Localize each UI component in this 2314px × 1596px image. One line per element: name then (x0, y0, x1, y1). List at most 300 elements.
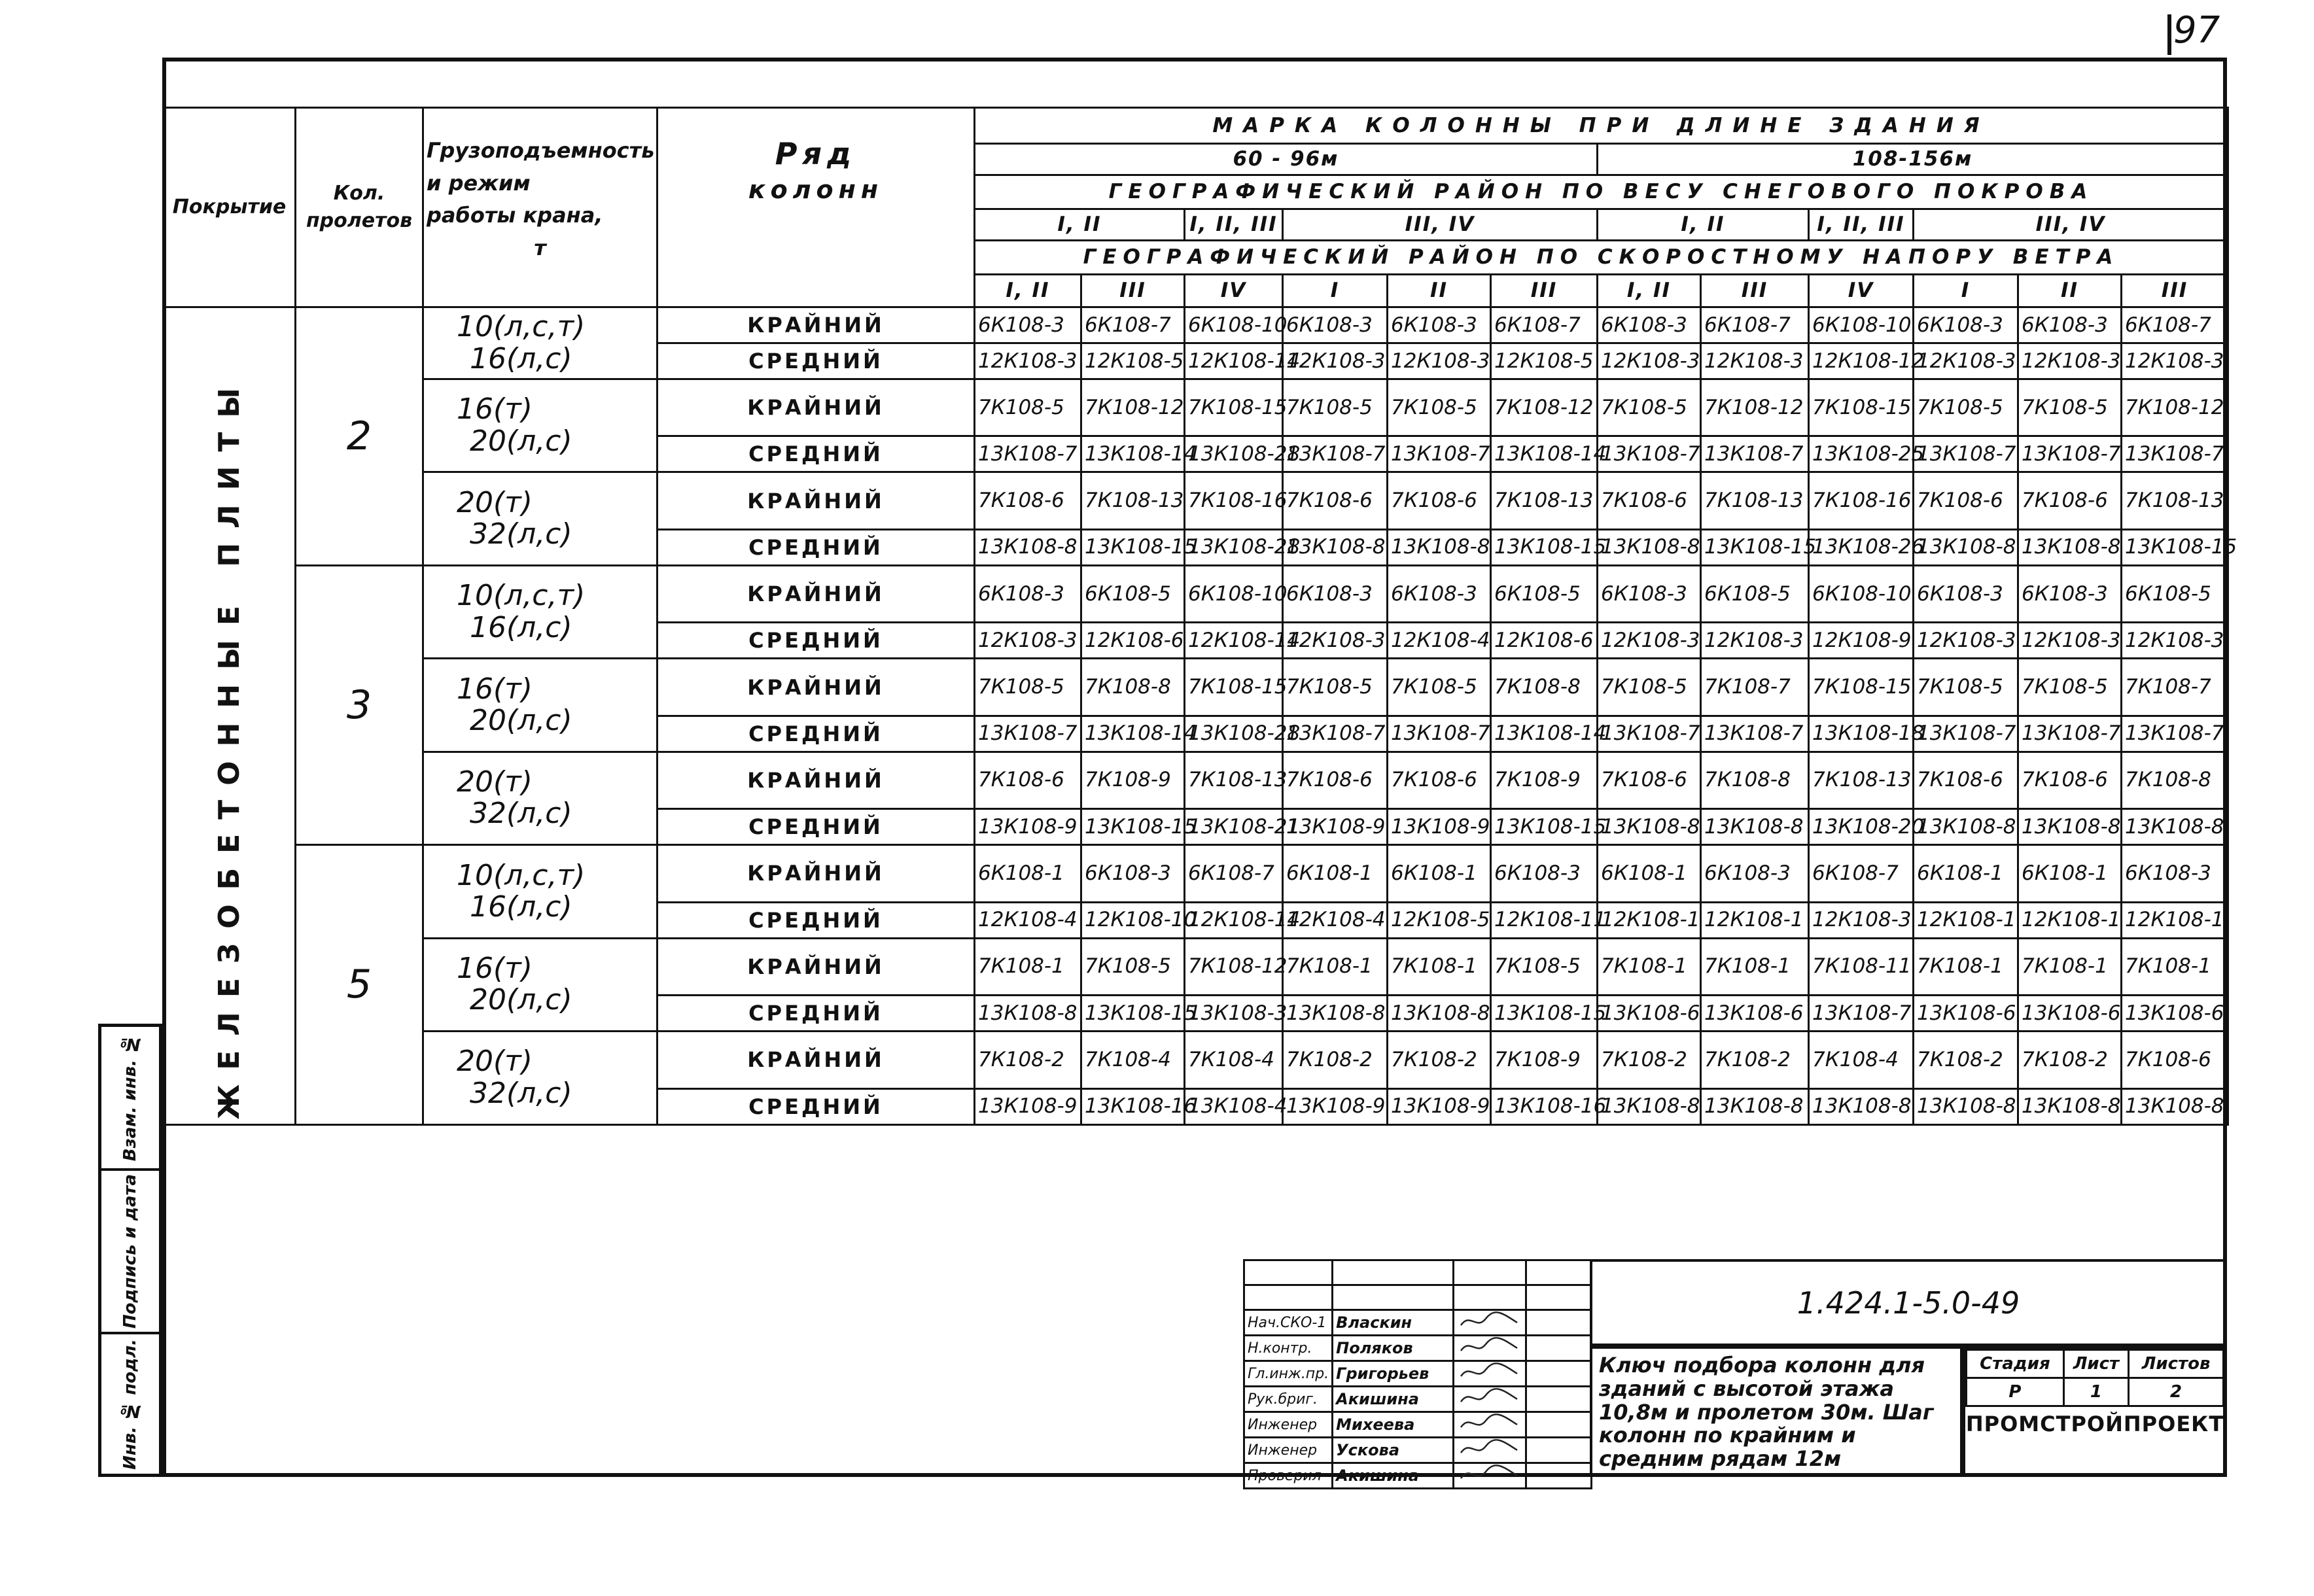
column-mark: 7К108-13 (2122, 472, 2228, 529)
column-mark: 7К108-5 (1914, 379, 2018, 436)
person-signature (1454, 1310, 1526, 1336)
column-mark: 7К108-2 (2018, 1032, 2122, 1089)
column-mark: 6К108-3 (1283, 307, 1388, 343)
column-mark: 13К108-21 (1185, 809, 1283, 845)
column-mark: 13К108-9 (1283, 809, 1388, 845)
column-mark: 13К108-7 (975, 716, 1081, 752)
column-mark: 12К108-1 (1701, 902, 1809, 938)
crane-load (423, 565, 657, 658)
person-date (1526, 1463, 1592, 1489)
spans-count: 3 (296, 565, 423, 844)
header-snow-district: I, II, III (1809, 209, 1914, 241)
column-mark: 6К108-3 (975, 565, 1081, 622)
column-mark: 12К108-3 (1598, 343, 1701, 379)
column-mark: 12К108-12 (1809, 343, 1914, 379)
organization-name: ПРОМСТРОЙПРОЕКТ (1965, 1412, 2224, 1436)
column-mark: 7К108-4 (1185, 1032, 1283, 1089)
column-mark: 7К108-5 (1283, 379, 1388, 436)
column-mark: 7К108-2 (1914, 1032, 2018, 1089)
column-mark: 6К108-3 (2018, 307, 2122, 343)
column-mark: 13К108-15 (1491, 996, 1598, 1032)
crane-load (423, 1032, 657, 1125)
column-mark: 12К108-3 (1914, 343, 2018, 379)
column-mark: 13К108-8 (2122, 1088, 2228, 1124)
row-middle: СРЕДНИЙ (657, 716, 975, 752)
side-stamp-signature (101, 1171, 159, 1334)
column-mark: 13К108-9 (975, 809, 1081, 845)
crane-load-line1: 20(т) (457, 765, 533, 799)
column-mark: 7К108-6 (1598, 752, 1701, 808)
column-mark: 13К108-7 (2122, 436, 2228, 472)
column-mark: 13К108-9 (975, 1088, 1081, 1124)
person-role: Инженер (1244, 1412, 1333, 1438)
column-mark: 7К108-2 (1701, 1032, 1809, 1089)
person-name: Поляков (1333, 1336, 1454, 1361)
column-mark: 7К108-7 (1701, 659, 1809, 716)
header-wind-district: III (1701, 275, 1809, 307)
column-mark: 6К108-1 (1388, 845, 1491, 902)
column-mark: 6К108-3 (1914, 307, 2018, 343)
crane-load (423, 752, 657, 844)
document-title: Ключ подбора колонн для зданий с высотой этажа 10,8м и пролетом 30м. Шаг колонн по крайним и средним рядам 12м (1590, 1346, 1963, 1477)
column-mark: 6К108-3 (1491, 845, 1598, 902)
person-signature (1454, 1336, 1526, 1361)
row-outer: КРАЙНИЙ (657, 845, 975, 902)
column-mark: 13К108-8 (1283, 996, 1388, 1032)
title-block-people (1243, 1259, 1592, 1489)
side-stamp-replace-text: Взам. инв. № (120, 1033, 140, 1162)
column-mark: 13К108-7 (1388, 436, 1491, 472)
crane-load-line2: 32(л,с) (470, 517, 572, 551)
column-mark: 7К108-15 (1809, 659, 1914, 716)
column-mark: 7К108-1 (1914, 938, 2018, 995)
row-middle: СРЕДНИЙ (657, 623, 975, 659)
spans-count: 5 (296, 845, 423, 1124)
column-mark: 7К108-8 (1491, 659, 1598, 716)
crane-load-line1: 20(т) (457, 485, 533, 519)
column-mark: 13К108-8 (1701, 1088, 1809, 1124)
crane-load (423, 472, 657, 565)
column-mark: 13К108-8 (1388, 529, 1491, 565)
column-mark: 12К108-9 (1809, 623, 1914, 659)
column-mark: 13К108-7 (1283, 436, 1388, 472)
page-number-rule (2167, 14, 2171, 55)
column-mark: 13К108-15 (2122, 529, 2228, 565)
crane-load-line2: 16(л,с) (470, 890, 572, 924)
column-mark: 13К108-8 (975, 996, 1081, 1032)
column-mark: 13К108-15 (1701, 529, 1809, 565)
column-mark: 7К108-6 (2122, 1032, 2228, 1089)
column-mark: 7К108-16 (1809, 472, 1914, 529)
column-mark: 7К108-12 (1185, 938, 1283, 995)
sheet-label: Лист (2063, 1350, 2128, 1378)
column-mark: 12К108-14 (1185, 343, 1283, 379)
column-mark: 6К108-5 (2122, 565, 2228, 622)
column-mark: 7К108-9 (1491, 752, 1598, 808)
header-wind-district: IV (1185, 275, 1283, 307)
column-mark: 7К108-15 (1185, 379, 1283, 436)
row-middle: СРЕДНИЙ (657, 809, 975, 845)
header-wind-district: I, II (1598, 275, 1701, 307)
crane-load (423, 307, 657, 379)
column-mark: 7К108-1 (1598, 938, 1701, 995)
column-mark: 12К108-10 (1081, 902, 1185, 938)
column-mark: 6К108-10 (1809, 307, 1914, 343)
column-mark: 7К108-1 (975, 938, 1081, 995)
column-mark: 13К108-7 (2018, 716, 2122, 752)
column-mark: 7К108-1 (1701, 938, 1809, 995)
column-mark: 13К108-8 (2018, 529, 2122, 565)
person-name: Акишина (1333, 1387, 1454, 1412)
column-mark: 7К108-6 (2018, 752, 2122, 808)
column-mark: 12К108-14 (1185, 623, 1283, 659)
column-mark: 7К108-5 (1081, 938, 1185, 995)
column-mark: 6К108-1 (1283, 845, 1388, 902)
column-mark: 13К108-15 (1081, 529, 1185, 565)
column-mark: 6К108-7 (1809, 845, 1914, 902)
sheet-value: 1 (2063, 1378, 2128, 1406)
column-mark: 13К108-8 (1809, 1088, 1914, 1124)
row-outer: КРАЙНИЙ (657, 659, 975, 716)
column-mark: 7К108-6 (975, 752, 1081, 808)
column-mark: 12К108-1 (2018, 902, 2122, 938)
row-middle: СРЕДНИЙ (657, 996, 975, 1032)
column-mark: 6К108-3 (1914, 565, 2018, 622)
header-wind-district: III (2122, 275, 2228, 307)
crane-load-line1: 16(т) (457, 392, 533, 426)
column-mark: 13К108-6 (2018, 996, 2122, 1032)
column-mark: 13К108-15 (1491, 809, 1598, 845)
column-mark: 7К108-5 (1283, 659, 1388, 716)
column-mark: 13К108-8 (2018, 1088, 2122, 1124)
column-mark: 7К108-5 (1388, 659, 1491, 716)
column-mark: 13К108-8 (1701, 809, 1809, 845)
header-row (657, 108, 975, 307)
person-name: Григорьев (1333, 1361, 1454, 1387)
person-name: Михеева (1333, 1412, 1454, 1438)
column-mark: 13К108-18 (1809, 716, 1914, 752)
header-wind-district: II (1388, 275, 1491, 307)
spans-count: 2 (296, 307, 423, 566)
column-mark: 7К108-6 (975, 472, 1081, 529)
header-wind-district: III (1491, 275, 1598, 307)
column-mark: 6К108-7 (1701, 307, 1809, 343)
column-mark: 13К108-8 (1598, 1088, 1701, 1124)
header-snow-district: I, II, III (1185, 209, 1283, 241)
column-mark: 6К108-3 (1598, 565, 1701, 622)
column-mark: 6К108-10 (1185, 307, 1283, 343)
column-mark: 13К108-8 (1914, 1088, 2018, 1124)
column-mark: 13К108-14 (1081, 436, 1185, 472)
column-mark: 6К108-10 (1809, 565, 1914, 622)
column-mark: 6К108-1 (1914, 845, 2018, 902)
person-date (1526, 1438, 1592, 1463)
header-snow-district: III, IV (1914, 209, 2228, 241)
column-mark: 7К108-8 (1081, 659, 1185, 716)
column-mark: 6К108-3 (975, 307, 1081, 343)
column-mark: 6К108-3 (1081, 845, 1185, 902)
header-spans-text: Кол. пролетов (306, 182, 413, 232)
column-mark: 13К108-14 (1491, 436, 1598, 472)
row-outer: КРАЙНИЙ (657, 379, 975, 436)
header-wind-district: I (1283, 275, 1388, 307)
column-mark: 6К108-5 (1491, 565, 1598, 622)
column-mark: 7К108-6 (1388, 752, 1491, 808)
column-mark: 7К108-5 (1914, 659, 2018, 716)
crane-load-line1: 10(л,с,т) (457, 579, 586, 613)
column-mark: 13К108-6 (1914, 996, 2018, 1032)
column-mark: 6К108-3 (2018, 565, 2122, 622)
column-mark: 6К108-3 (2122, 845, 2228, 902)
side-stamp-inventory (101, 1334, 159, 1474)
column-mark: 12К108-3 (1701, 343, 1809, 379)
covering-label: ЖЕЛЕЗОБЕТОННЫЕ ПЛИТЫ (212, 373, 246, 1120)
crane-load-line1: 16(т) (457, 672, 533, 706)
column-mark: 12К108-6 (1081, 623, 1185, 659)
column-mark: 12К108-4 (975, 902, 1081, 938)
row-middle: СРЕДНИЙ (657, 529, 975, 565)
column-mark: 12К108-5 (1081, 343, 1185, 379)
column-mark: 13К108-8 (975, 529, 1081, 565)
row-outer: КРАЙНИЙ (657, 565, 975, 622)
column-mark: 13К108-28 (1185, 436, 1283, 472)
column-mark: 6К108-3 (1388, 307, 1491, 343)
column-mark: 13К108-7 (1388, 716, 1491, 752)
column-mark: 13К108-8 (2018, 809, 2122, 845)
column-mark: 13К108-7 (1598, 436, 1701, 472)
column-mark: 6К108-3 (1388, 565, 1491, 622)
header-snow-district: I, II (1598, 209, 1809, 241)
header-crane-l2: и режим (427, 170, 531, 196)
column-mark: 13К108-16 (1081, 1088, 1185, 1124)
column-mark: 13К108-28 (1185, 529, 1283, 565)
person-role: Гл.инж.пр. (1244, 1361, 1333, 1387)
column-mark: 7К108-8 (2122, 752, 2228, 808)
column-mark: 7К108-6 (1283, 752, 1388, 808)
column-mark: 13К108-8 (1914, 809, 2018, 845)
column-mark: 12К108-1 (1598, 902, 1701, 938)
column-mark: 12К108-3 (1283, 343, 1388, 379)
column-mark: 6К108-10 (1185, 565, 1283, 622)
column-mark: 13К108-8 (1598, 809, 1701, 845)
column-mark: 13К108-20 (1809, 809, 1914, 845)
column-mark: 12К108-3 (1914, 623, 2018, 659)
column-mark: 13К108-15 (1081, 996, 1185, 1032)
column-mark: 7К108-9 (1491, 1032, 1598, 1089)
crane-load-line1: 10(л,с,т) (457, 858, 586, 892)
column-mark: 13К108-26 (1809, 529, 1914, 565)
column-mark: 7К108-13 (1809, 752, 1914, 808)
column-mark: 12К108-3 (975, 343, 1081, 379)
column-mark: 7К108-6 (2018, 472, 2122, 529)
column-mark: 13К108-15 (1081, 809, 1185, 845)
column-mark: 7К108-6 (1283, 472, 1388, 529)
person-date (1526, 1310, 1592, 1336)
row-middle: СРЕДНИЙ (657, 902, 975, 938)
crane-load-line2: 32(л,с) (470, 1076, 572, 1110)
column-mark: 12К108-3 (2122, 623, 2228, 659)
title-block-stage (1963, 1346, 2227, 1477)
person-role: Проверил (1244, 1463, 1333, 1489)
column-mark: 13К108-25 (1809, 436, 1914, 472)
stage-label: Стадия (1967, 1350, 2064, 1378)
person-date (1526, 1336, 1592, 1361)
column-mark: 7К108-11 (1809, 938, 1914, 995)
header-spans (296, 108, 423, 307)
column-mark: 12К108-1 (2122, 902, 2228, 938)
crane-load-line1: 16(т) (457, 951, 533, 985)
column-mark: 13К108-7 (975, 436, 1081, 472)
column-mark: 7К108-9 (1081, 752, 1185, 808)
column-mark: 7К108-4 (1081, 1032, 1185, 1089)
person-role: Инженер (1244, 1438, 1333, 1463)
row-outer: КРАЙНИЙ (657, 938, 975, 995)
column-mark: 12К108-3 (975, 623, 1081, 659)
column-mark: 12К108-4 (1283, 902, 1388, 938)
row-middle: СРЕДНИЙ (657, 1088, 975, 1124)
column-mark: 7К108-13 (1491, 472, 1598, 529)
column-mark: 12К108-1 (1914, 902, 2018, 938)
column-mark: 12К108-3 (1809, 902, 1914, 938)
column-mark: 7К108-13 (1185, 752, 1283, 808)
column-mark: 7К108-15 (1185, 659, 1283, 716)
column-mark: 12К108-3 (1598, 623, 1701, 659)
column-mark: 6К108-1 (2018, 845, 2122, 902)
crane-load (423, 379, 657, 472)
column-mark: 7К108-1 (2122, 938, 2228, 995)
column-mark: 7К108-12 (1081, 379, 1185, 436)
column-mark: 12К108-5 (1491, 343, 1598, 379)
column-mark: 7К108-13 (1701, 472, 1809, 529)
column-mark: 7К108-1 (2018, 938, 2122, 995)
person-name: Власкин (1333, 1310, 1454, 1336)
person-name: Ускова (1333, 1438, 1454, 1463)
column-mark: 7К108-5 (1388, 379, 1491, 436)
person-signature (1454, 1361, 1526, 1387)
person-name: Акишина (1333, 1463, 1454, 1489)
column-mark: 13К108-6 (2122, 996, 2228, 1032)
column-mark: 13К108-6 (1598, 996, 1701, 1032)
header-crane-l3: работы крана, (427, 203, 603, 228)
column-mark: 6К108-3 (1283, 565, 1388, 622)
crane-load-line2: 20(л,с) (470, 424, 572, 458)
column-mark: 7К108-5 (2018, 659, 2122, 716)
column-mark: 13К108-7 (1701, 436, 1809, 472)
crane-load-line2: 20(л,с) (470, 983, 572, 1017)
person-role: Н.контр. (1244, 1336, 1333, 1361)
header-row-l2: колонн (748, 175, 884, 204)
column-mark: 13К108-8 (1283, 529, 1388, 565)
column-mark: 13К108-7 (1914, 716, 2018, 752)
header-crane-l4: т (534, 235, 546, 260)
column-mark: 13К108-28 (1185, 716, 1283, 752)
column-mark: 6К108-5 (1081, 565, 1185, 622)
row-outer: КРАЙНИЙ (657, 752, 975, 808)
column-mark: 13К108-7 (1598, 716, 1701, 752)
column-mark: 12К108-6 (1491, 623, 1598, 659)
header-snow-district: III, IV (1283, 209, 1598, 241)
column-mark: 7К108-5 (2018, 379, 2122, 436)
crane-load-line2: 16(л,с) (470, 341, 572, 375)
column-mark: 12К108-3 (1283, 623, 1388, 659)
column-mark: 7К108-2 (1598, 1032, 1701, 1089)
column-mark: 12К108-3 (1701, 623, 1809, 659)
header-wind-district: IV (1809, 275, 1914, 307)
column-mark: 6К108-7 (1491, 307, 1598, 343)
column-mark: 13К108-7 (1809, 996, 1914, 1032)
title-block (1243, 1259, 2227, 1485)
crane-load (423, 845, 657, 938)
crane-load-line1: 20(т) (457, 1045, 533, 1079)
column-mark: 6К108-1 (975, 845, 1081, 902)
header-length-a: 60 - 96м (975, 144, 1598, 175)
column-mark: 7К108-2 (975, 1032, 1081, 1089)
column-mark: 6К108-7 (1185, 845, 1283, 902)
column-mark: 7К108-5 (1491, 938, 1598, 995)
column-mark: 6К108-3 (1701, 845, 1809, 902)
row-middle: СРЕДНИЙ (657, 436, 975, 472)
column-mark: 7К108-5 (1598, 379, 1701, 436)
column-mark: 7К108-5 (975, 379, 1081, 436)
row-outer: КРАЙНИЙ (657, 472, 975, 529)
column-mark: 12К108-3 (2018, 343, 2122, 379)
column-mark: 6К108-1 (1598, 845, 1701, 902)
column-mark: 12К108-3 (2122, 343, 2228, 379)
column-mark: 12К108-3 (1388, 343, 1491, 379)
person-date (1526, 1361, 1592, 1387)
column-mark: 7К108-1 (1388, 938, 1491, 995)
person-signature (1454, 1463, 1526, 1489)
column-mark: 6К108-3 (1598, 307, 1701, 343)
crane-load-line2: 20(л,с) (470, 704, 572, 738)
column-mark: 13К108-3 (1185, 996, 1283, 1032)
column-key-table (162, 107, 2237, 1124)
header-covering: Покрытие (164, 108, 296, 307)
column-mark: 7К108-2 (1283, 1032, 1388, 1089)
row-outer: КРАЙНИЙ (657, 307, 975, 343)
person-role: Нач.СКО-1 (1244, 1310, 1333, 1336)
crane-load-line2: 32(л,с) (470, 797, 572, 831)
person-signature (1454, 1438, 1526, 1463)
column-mark: 7К108-12 (2122, 379, 2228, 436)
header-mark-title: МАРКА КОЛОННЫ ПРИ ДЛИНЕ ЗДАНИЯ (975, 108, 2228, 144)
side-stamp (98, 1024, 162, 1477)
column-mark: 13К108-7 (2018, 436, 2122, 472)
column-mark: 7К108-15 (1809, 379, 1914, 436)
column-mark: 7К108-5 (975, 659, 1081, 716)
page-number: 97 (2173, 9, 2220, 52)
crane-load-line2: 16(л,с) (470, 610, 572, 644)
side-stamp-signature-text: Подпись и дата (120, 1173, 140, 1329)
document-code: 1.424.1-5.0-49 (1590, 1259, 2227, 1346)
column-mark: 7К108-1 (1283, 938, 1388, 995)
column-mark: 12К108-3 (2018, 623, 2122, 659)
column-mark: 7К108-12 (1491, 379, 1598, 436)
person-role: Рук.бриг. (1244, 1387, 1333, 1412)
column-mark: 12К108-14 (1185, 902, 1283, 938)
column-mark: 6К108-5 (1701, 565, 1809, 622)
column-mark: 13К108-7 (2122, 716, 2228, 752)
column-mark: 13К108-9 (1283, 1088, 1388, 1124)
column-mark: 7К108-5 (1598, 659, 1701, 716)
column-mark: 13К108-8 (2122, 809, 2228, 845)
column-mark: 7К108-6 (1388, 472, 1491, 529)
row-outer: КРАЙНИЙ (657, 1032, 975, 1089)
column-mark: 13К108-14 (1491, 716, 1598, 752)
column-mark: 7К108-6 (1914, 472, 2018, 529)
column-mark: 7К108-8 (1701, 752, 1809, 808)
column-mark: 7К108-6 (1598, 472, 1701, 529)
